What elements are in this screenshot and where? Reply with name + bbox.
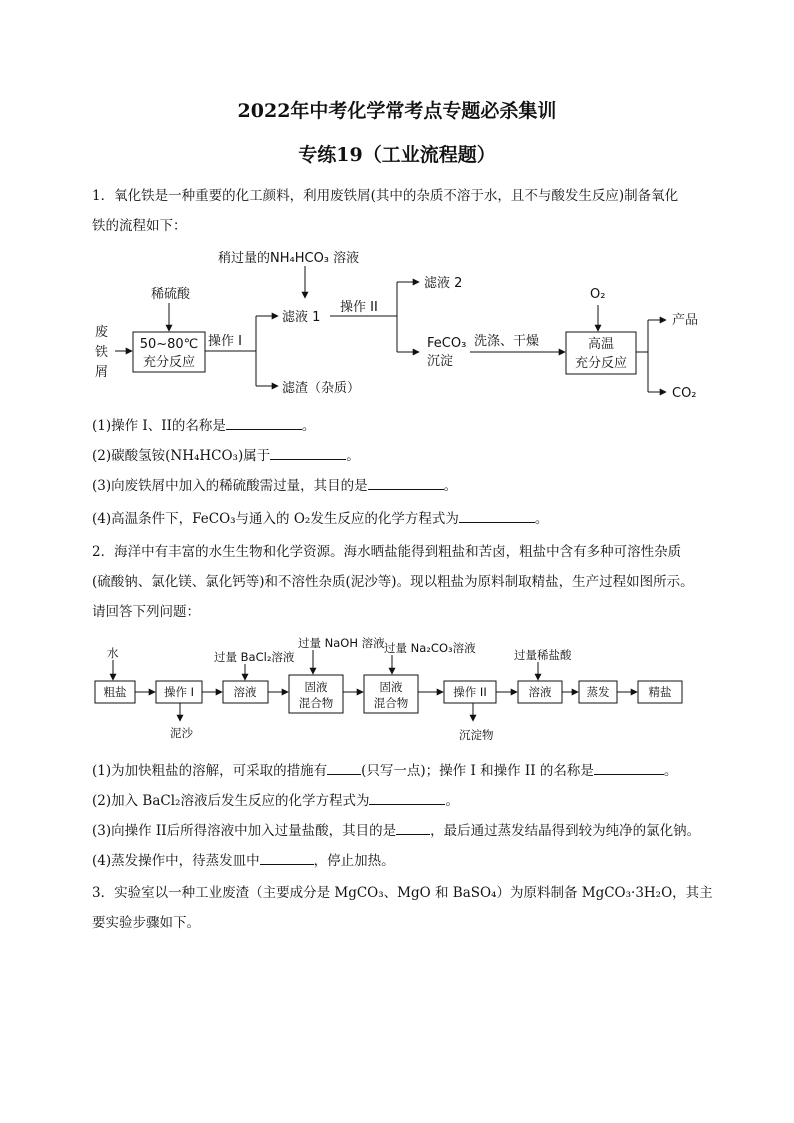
- q2-stem-line-1: 2．海洋中有丰富的水生生物和化学资源。海水晒盐能得到粗盐和苦卤，粗盐中含有多种可溶性杂质: [92, 544, 682, 560]
- q1-reagent-top: 稍过量的NH₄HCO₃ 溶液: [218, 251, 360, 266]
- answer-blank[interactable]: [594, 760, 664, 775]
- q2-sub1: [92, 759, 677, 779]
- q1-sub4-text: (4)高温条件下，FeCO₃与通入的 O₂发生反应的化学方程式为: [92, 511, 459, 527]
- q1-sub4-end: 。: [534, 511, 549, 527]
- q2-mud-label: 泥沙: [170, 726, 193, 740]
- q1-feed-2: 铁: [95, 345, 109, 360]
- q2-sub3-text-a: (3)向操作 II后所得溶液中加入过量盐酸，其目的是: [92, 823, 397, 839]
- q2-sub3: [92, 819, 700, 839]
- page-title: 2022年中考化学常考点专题必杀集训: [237, 100, 557, 122]
- q2-sub2: [92, 789, 459, 809]
- q3-stem-line-1: 3．实验室以一种工业废渣（主要成分是 MgCO₃、MgO 和 BaSO₄）为原料制备 MgCO₃·3H₂O，其主: [92, 885, 713, 901]
- q1-sub2-text: (2)碳酸氢铵(NH₄HCO₃)属于: [92, 448, 271, 464]
- q1-o2-label: O₂: [590, 287, 606, 302]
- q2-crude-label: 粗盐: [103, 685, 127, 699]
- q2-mix2-line2: 混合物: [373, 696, 409, 710]
- q2-sub1-end: 。: [663, 763, 678, 779]
- q2-naoh-label: 过量 NaOH 溶液: [298, 636, 385, 650]
- q1-sub1-text: (1)操作 I、II的名称是: [92, 418, 226, 434]
- q2-stem-line-3: 请回答下列问题：: [92, 604, 200, 620]
- q1-sub3-end: 。: [443, 478, 458, 494]
- q1-stem-line-1: 1．氧化铁是一种重要的化工颜料，利用废铁屑(其中的杂质不溶于水，且不与酸发生反应)制备氧化: [92, 188, 679, 204]
- q2-sub4-text-a: (4)蒸发操作中，待蒸发皿中: [92, 853, 260, 869]
- q2-mix2-line1: 固液: [379, 680, 403, 694]
- q2-sub3-text-b: ，最后通过蒸发结晶得到较为纯净的氯化钠。: [430, 823, 701, 839]
- q2-mix1-line1: 固液: [304, 680, 328, 694]
- q2-hcl-label: 过量稀盐酸: [514, 648, 572, 662]
- q2-sub1-text-b: (只写一点)；操作 I 和操作 II 的名称是: [361, 763, 594, 779]
- q2-sub2-end: 。: [445, 793, 459, 809]
- q2-mix1-line2: 混合物: [298, 696, 334, 710]
- q1-precip-line2: 沉淀: [427, 354, 454, 369]
- q1-op2-label: 操作 II: [340, 300, 378, 315]
- q2-solution-label: 溶液: [233, 685, 257, 699]
- page-subtitle: 专练19（工业流程题）: [298, 144, 496, 166]
- q2-refined-label: 精盐: [648, 685, 672, 699]
- q1-sub3-text: (3)向废铁屑中加入的稀硫酸需过量，其目的是: [92, 478, 368, 494]
- q2-bacl2-label: 过量 BaCl₂溶液: [214, 650, 295, 664]
- q1-filtrate1-label: 滤液 1: [282, 310, 321, 325]
- q3-stem-line-2: 要实验步骤如下。: [92, 915, 200, 931]
- q2-water-label: 水: [107, 646, 119, 660]
- answer-blank[interactable]: [396, 820, 430, 835]
- q1-stem-line-2: 铁的流程如下：: [92, 218, 187, 234]
- q1-box1-line1: 50~80℃: [139, 337, 199, 352]
- q1-sub2-end: 。: [346, 448, 360, 464]
- q1-sub1-end: 。: [301, 418, 316, 434]
- q1-residue-label: 滤渣（杂质）: [282, 381, 361, 396]
- q2-na2co3-label: 过量 Na₂CO₃溶液: [384, 641, 476, 655]
- q1-acid-label: 稀硫酸: [151, 287, 191, 302]
- q2-stem-line-2: (硫酸钠、氯化镁、氯化钙等)和不溶性杂质(泥沙等)。现以粗盐为原料制取精盐，生产过程如图所示。: [92, 574, 694, 590]
- q2-sub1-text-a: (1)为加快粗盐的溶解，可采取的措施有: [92, 763, 328, 779]
- q1-box1-line2: 充分反应: [142, 355, 196, 370]
- q1-filtrate2-label: 滤液 2: [424, 276, 463, 291]
- q2-op1-label: 操作 I: [163, 685, 195, 699]
- q2-precipitate-label: 沉淀物: [459, 728, 494, 742]
- q2-sub2-text: (2)加入 BaCl₂溶液后发生反应的化学方程式为: [92, 793, 370, 809]
- q2-solution2-label: 溶液: [528, 685, 552, 699]
- q1-precip-line1: FeCO₃: [427, 336, 467, 351]
- q1-feed-3: 屑: [95, 365, 109, 380]
- q2-sub4-text-b: ，停止加热。: [313, 853, 395, 869]
- q2-op2-label: 操作 II: [453, 685, 487, 699]
- q1-box2-line1: 高温: [587, 337, 615, 352]
- answer-blank[interactable]: [327, 760, 361, 775]
- q1-wash-label: 洗涤、干燥: [474, 334, 540, 349]
- q1-product-label: 产品: [672, 313, 699, 328]
- answer-blank[interactable]: [260, 850, 314, 865]
- answer-blank[interactable]: [369, 790, 445, 805]
- q1-feed-1: 废: [95, 325, 109, 340]
- q1-box2-line2: 充分反应: [574, 356, 628, 371]
- q1-co2-label: CO₂: [672, 386, 697, 401]
- q2-sub4: [92, 849, 395, 869]
- q2-evap-label: 蒸发: [586, 685, 610, 699]
- q1-op1-label: 操作 I: [208, 334, 242, 349]
